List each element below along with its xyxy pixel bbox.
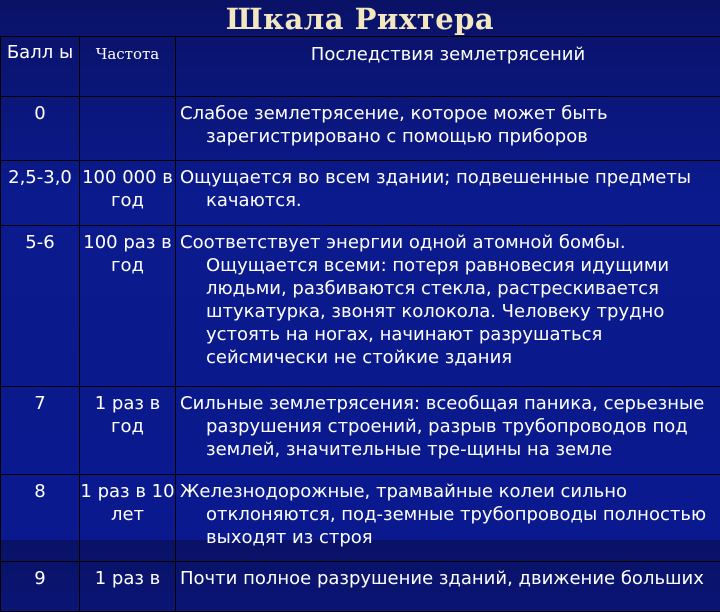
effects-text: Соответствует энергии одной атомной бомбы. Ощущается всеми: потеря равновесия идущими людьми, разбиваются стекла, растрескивается штукатурка, звонят колокола. Человеку трудно устоять на ногах, начинают разрушаться сейсмически не стойкие здания — [176, 231, 714, 369]
points-cell: 9 — [1, 562, 80, 612]
points-cell: 7 — [1, 387, 80, 475]
effects-text: Слабое землетрясение, которое может быть зарегистрировано с помощью приборов — [176, 102, 714, 148]
effects-cell — [176, 161, 720, 226]
effects-cell — [176, 475, 720, 562]
frequency-cell: 1 раз в 10 лет — [80, 475, 176, 562]
slide-title: Шкала Рихтера — [0, 2, 720, 36]
frequency-cell — [80, 97, 176, 161]
table-row — [1, 97, 720, 161]
frequency-cell: 1 раз в — [80, 562, 176, 612]
table-row — [1, 475, 720, 562]
header-effects: Последствия землетрясений — [176, 37, 720, 97]
points-cell: 2,5-3,0 — [1, 161, 80, 226]
table-row — [1, 161, 720, 226]
frequency-cell: 100 раз в год — [80, 226, 176, 387]
points-cell: 8 — [1, 475, 80, 562]
frequency-cell: 100 000 в год — [80, 161, 176, 226]
effects-cell — [176, 387, 720, 475]
points-cell: 5-6 — [1, 226, 80, 387]
table-header-row — [1, 37, 720, 97]
effects-text: Сильные землетрясения: всеобщая паника, серьезные разрушения строений, разрыв трубопроводов под землей, значительные тре-щины на земле — [176, 392, 714, 461]
frequency-cell: 1 раз в год — [80, 387, 176, 475]
table-row — [1, 387, 720, 475]
effects-cell — [176, 562, 720, 612]
effects-text: Почти полное разрушение зданий, движение больших — [176, 567, 714, 590]
effects-text: Железнодорожные, трамвайные колеи сильно отклоняются, под-земные трубопроводы полностью выходят из строя — [176, 480, 714, 549]
header-frequency: Частота — [80, 37, 176, 97]
effects-cell — [176, 226, 720, 387]
header-points: Балл ы — [1, 37, 80, 97]
effects-cell — [176, 97, 720, 161]
points-cell: 0 — [1, 97, 80, 161]
table-row — [1, 562, 720, 612]
effects-text: Ощущается во всем здании; подвешенные предметы качаются. — [176, 166, 714, 212]
table-row — [1, 226, 720, 387]
richter-scale-table — [0, 36, 720, 612]
